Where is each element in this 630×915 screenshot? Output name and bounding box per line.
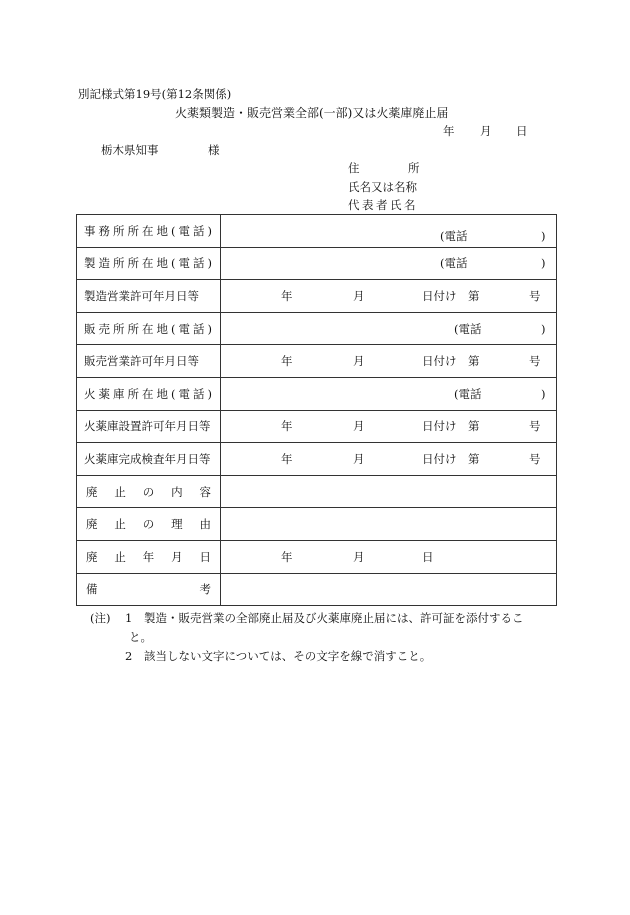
row-sales-permit — [77, 345, 557, 378]
magazine-phone-label: (電話 — [454, 386, 482, 401]
form-number: 別記様式第19号(第12条関係) — [78, 87, 232, 101]
store-phone-label: (電話 — [454, 321, 482, 336]
abolition-year: 年 — [281, 549, 293, 564]
magazine-inspection-day: 日付け — [422, 451, 457, 466]
label-char: 月 — [171, 549, 183, 564]
magazine-phone-close: ) — [541, 386, 546, 401]
label-cell — [77, 280, 221, 313]
label-char: 備 — [86, 582, 98, 597]
abolition-reason-label — [77, 516, 220, 532]
magazine-location-label: 火薬庫所在地(電話) — [84, 386, 215, 401]
representative-label: 代表者氏名 — [348, 198, 418, 212]
label-cell — [77, 573, 221, 606]
note-1-continuation: と。 — [129, 630, 152, 644]
abolition-day: 日 — [422, 549, 434, 564]
manufacture-permit-field[interactable] — [221, 280, 557, 313]
manufacture-permit-year: 年 — [281, 288, 293, 303]
abolition-content-label — [77, 484, 220, 500]
sales-permit-field[interactable] — [221, 345, 557, 378]
office-phone-close: ) — [541, 229, 546, 244]
label-char: 考 — [199, 582, 211, 597]
magazine-permit-day: 日付け — [422, 419, 457, 434]
row-magazine-permit — [77, 410, 557, 443]
abolition-date-field[interactable] — [221, 540, 557, 573]
factory-location-field[interactable] — [221, 247, 557, 280]
label-char: 容 — [199, 484, 211, 499]
row-magazine-inspection — [77, 443, 557, 476]
row-abolition-date — [77, 540, 557, 573]
row-abolition-reason — [77, 508, 557, 541]
notes — [78, 609, 558, 666]
label-cell — [77, 410, 221, 443]
magazine-permit-month: 月 — [353, 419, 365, 434]
abolition-month: 月 — [353, 549, 365, 564]
magazine-inspection-year: 年 — [281, 451, 293, 466]
row-manufacture-permit — [77, 280, 557, 313]
store-location-label: 販売所所在地(電話) — [84, 321, 215, 336]
abolition-content-field[interactable] — [221, 475, 557, 508]
row-factory-location — [77, 247, 557, 280]
sales-permit-year: 年 — [281, 354, 293, 369]
office-location-label: 事務所所在地(電話) — [84, 223, 215, 238]
magazine-location-field[interactable] — [221, 377, 557, 410]
label-cell — [77, 377, 221, 410]
manufacture-permit-label: 製造営業許可年月日等 — [84, 288, 199, 303]
label-char: 理 — [171, 517, 183, 532]
addressee: 栃木県知事 — [101, 143, 159, 157]
factory-phone-label: (電話 — [440, 256, 468, 271]
row-office-location — [77, 215, 557, 248]
row-abolition-content — [77, 475, 557, 508]
addressee-honorific: 様 — [208, 143, 220, 157]
magazine-permit-label: 火薬庫設置許可年月日等 — [84, 419, 211, 434]
sales-permit-day: 日付け — [422, 354, 457, 369]
label-cell — [77, 312, 221, 345]
factory-phone-close: ) — [541, 256, 546, 271]
label-cell — [77, 540, 221, 573]
label-cell — [77, 247, 221, 280]
sales-permit-no-prefix: 第 — [468, 354, 480, 369]
magazine-inspection-field[interactable] — [221, 443, 557, 476]
note-2-number: 2 — [125, 649, 133, 663]
label-cell — [77, 508, 221, 541]
notes-prefix: (注) — [90, 611, 111, 625]
abolition-reason-field[interactable] — [221, 508, 557, 541]
label-char: 廃 — [86, 549, 98, 564]
office-location-field[interactable] — [221, 215, 557, 248]
magazine-inspection-no-suffix: 号 — [529, 451, 541, 466]
notification-form-table — [76, 214, 557, 606]
row-remarks — [77, 573, 557, 606]
label-char: 止 — [114, 517, 126, 532]
submission-date — [443, 123, 528, 139]
sales-permit-label: 販売営業許可年月日等 — [84, 354, 199, 369]
date-month: 月 — [480, 124, 492, 138]
remarks-field[interactable] — [221, 573, 557, 606]
date-year: 年 — [443, 124, 455, 138]
magazine-permit-field[interactable] — [221, 410, 557, 443]
remarks-label — [77, 581, 220, 597]
label-char: 廃 — [86, 484, 98, 499]
label-cell — [77, 345, 221, 378]
row-magazine-location — [77, 377, 557, 410]
note-2-text: 該当しない文字については、その文字を線で消すこと。 — [144, 649, 432, 663]
date-day: 日 — [516, 124, 528, 138]
label-char: 年 — [142, 549, 155, 564]
manufacture-permit-no-suffix: 号 — [529, 288, 541, 303]
manufacture-permit-day: 日付け — [422, 288, 457, 303]
label-cell — [77, 215, 221, 248]
sales-permit-month: 月 — [353, 354, 365, 369]
label-char: の — [142, 517, 155, 532]
note-1-text: 製造・販売営業の全部廃止届及び火薬庫廃止届には、許可証を添付するこ — [144, 611, 524, 625]
office-phone-label: (電話 — [440, 229, 468, 244]
magazine-inspection-no-prefix: 第 — [468, 451, 480, 466]
magazine-inspection-label: 火薬庫完成検査年月日等 — [84, 451, 211, 466]
magazine-permit-no-suffix: 号 — [529, 419, 541, 434]
address-label-2: 所 — [408, 161, 420, 175]
manufacture-permit-month: 月 — [353, 288, 365, 303]
magazine-inspection-month: 月 — [353, 451, 365, 466]
note-1-number: 1 — [125, 611, 133, 625]
label-char: 止 — [114, 549, 126, 564]
label-char: 止 — [114, 484, 126, 499]
label-cell — [77, 475, 221, 508]
label-char: 由 — [199, 517, 211, 532]
magazine-permit-year: 年 — [281, 419, 293, 434]
manufacture-permit-no-prefix: 第 — [468, 288, 480, 303]
page-title: 火薬類製造・販売営業全部(一部)又は火薬庫廃止届 — [175, 106, 449, 120]
magazine-permit-no-prefix: 第 — [468, 419, 480, 434]
store-location-field[interactable] — [221, 312, 557, 345]
factory-location-label: 製造所所在地(電話) — [84, 256, 215, 271]
store-phone-close: ) — [541, 321, 546, 336]
abolition-date-label — [77, 549, 220, 565]
sales-permit-no-suffix: 号 — [529, 354, 541, 369]
label-char: 内 — [171, 484, 183, 499]
label-char: 廃 — [86, 517, 98, 532]
label-char: の — [142, 484, 155, 499]
row-store-location — [77, 312, 557, 345]
label-cell — [77, 443, 221, 476]
address-label-1: 住 — [348, 161, 360, 175]
label-char: 日 — [199, 549, 211, 564]
name-label: 氏名又は名称 — [348, 180, 417, 194]
